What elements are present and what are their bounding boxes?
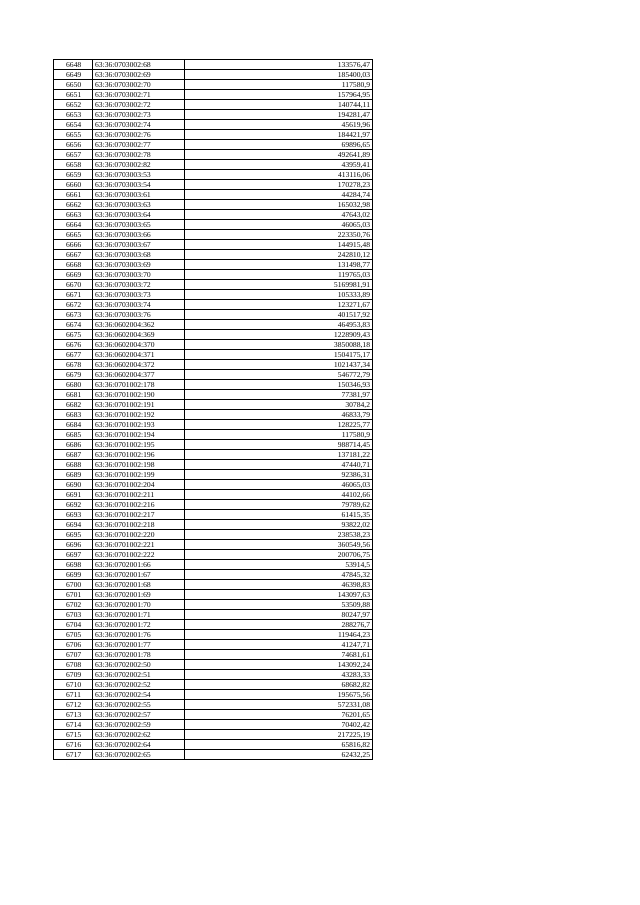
cadastral-value-cell: 165032,98 — [185, 200, 373, 210]
cadastral-number-cell: 63:36:0703002:71 — [93, 90, 185, 100]
cadastral-value-cell: 65816,82 — [185, 740, 373, 750]
cadastral-value-cell: 131498,77 — [185, 260, 373, 270]
cadastral-number-cell: 63:36:0703003:61 — [93, 190, 185, 200]
table-row — [54, 160, 373, 170]
table-row — [54, 60, 373, 70]
row-number-cell: 6684 — [54, 420, 93, 430]
row-number-cell: 6695 — [54, 530, 93, 540]
cadastral-value-cell: 546772,79 — [185, 370, 373, 380]
cadastral-number-cell: 63:36:0703003:64 — [93, 210, 185, 220]
table-row — [54, 650, 373, 660]
cadastral-value-table — [53, 59, 373, 760]
row-number-cell: 6685 — [54, 430, 93, 440]
cadastral-value-cell: 68682,82 — [185, 680, 373, 690]
cadastral-number-cell: 63:36:0701002:211 — [93, 490, 185, 500]
table-row — [54, 290, 373, 300]
row-number-cell: 6678 — [54, 360, 93, 370]
row-number-cell: 6671 — [54, 290, 93, 300]
row-number-cell: 6653 — [54, 110, 93, 120]
cadastral-number-cell: 63:36:0702002:54 — [93, 690, 185, 700]
cadastral-value-cell: 45619,96 — [185, 120, 373, 130]
cadastral-number-cell: 63:36:0703003:72 — [93, 280, 185, 290]
cadastral-number-cell: 63:36:0703003:54 — [93, 180, 185, 190]
table-row — [54, 300, 373, 310]
cadastral-value-cell: 238538,23 — [185, 530, 373, 540]
table-row — [54, 530, 373, 540]
cadastral-value-cell: 143092,24 — [185, 660, 373, 670]
cadastral-value-cell: 464953,83 — [185, 320, 373, 330]
cadastral-number-cell: 63:36:0702001:77 — [93, 640, 185, 650]
cadastral-number-cell: 63:36:0702002:55 — [93, 700, 185, 710]
row-number-cell: 6649 — [54, 70, 93, 80]
cadastral-number-cell: 63:36:0602004:362 — [93, 320, 185, 330]
cadastral-value-cell: 47845,32 — [185, 570, 373, 580]
cadastral-number-cell: 63:36:0701002:178 — [93, 380, 185, 390]
table-row — [54, 180, 373, 190]
table-row — [54, 100, 373, 110]
cadastral-number-cell: 63:36:0703002:77 — [93, 140, 185, 150]
cadastral-value-cell: 157964,95 — [185, 90, 373, 100]
table-row — [54, 420, 373, 430]
table-row — [54, 80, 373, 90]
row-number-cell: 6650 — [54, 80, 93, 90]
cadastral-number-cell: 63:36:0702001:78 — [93, 650, 185, 660]
cadastral-value-cell: 401517,92 — [185, 310, 373, 320]
table-row — [54, 430, 373, 440]
cadastral-number-cell: 63:36:0701002:199 — [93, 470, 185, 480]
cadastral-value-cell: 117580,9 — [185, 430, 373, 440]
cadastral-number-cell: 63:36:0701002:222 — [93, 550, 185, 560]
cadastral-number-cell: 63:36:0701002:204 — [93, 480, 185, 490]
row-number-cell: 6668 — [54, 260, 93, 270]
row-number-cell: 6716 — [54, 740, 93, 750]
cadastral-number-cell: 63:36:0703003:76 — [93, 310, 185, 320]
row-number-cell: 6694 — [54, 520, 93, 530]
row-number-cell: 6692 — [54, 500, 93, 510]
cadastral-number-cell: 63:36:0703002:73 — [93, 110, 185, 120]
row-number-cell: 6656 — [54, 140, 93, 150]
row-number-cell: 6680 — [54, 380, 93, 390]
row-number-cell: 6691 — [54, 490, 93, 500]
cadastral-number-cell: 63:36:0701002:217 — [93, 510, 185, 520]
row-number-cell: 6712 — [54, 700, 93, 710]
cadastral-number-cell: 63:36:0703002:68 — [93, 60, 185, 70]
row-number-cell: 6709 — [54, 670, 93, 680]
row-number-cell: 6715 — [54, 730, 93, 740]
cadastral-value-cell: 217225,19 — [185, 730, 373, 740]
table-row — [54, 340, 373, 350]
row-number-cell: 6687 — [54, 450, 93, 460]
table-row — [54, 230, 373, 240]
table-row — [54, 380, 373, 390]
cadastral-value-cell: 223350,76 — [185, 230, 373, 240]
row-number-cell: 6682 — [54, 400, 93, 410]
table-row — [54, 700, 373, 710]
row-number-cell: 6710 — [54, 680, 93, 690]
cadastral-number-cell: 63:36:0602004:377 — [93, 370, 185, 380]
cadastral-value-cell: 194281,47 — [185, 110, 373, 120]
cadastral-value-cell: 80247,97 — [185, 610, 373, 620]
row-number-cell: 6686 — [54, 440, 93, 450]
cadastral-number-cell: 63:36:0702002:64 — [93, 740, 185, 750]
table-row — [54, 510, 373, 520]
table-row — [54, 570, 373, 580]
cadastral-number-cell: 63:36:0702001:66 — [93, 560, 185, 570]
cadastral-value-cell: 3850088,18 — [185, 340, 373, 350]
table-row — [54, 250, 373, 260]
cadastral-number-cell: 63:36:0703003:73 — [93, 290, 185, 300]
cadastral-number-cell: 63:36:0702002:62 — [93, 730, 185, 740]
cadastral-number-cell: 63:36:0702002:65 — [93, 750, 185, 760]
row-number-cell: 6698 — [54, 560, 93, 570]
cadastral-number-cell: 63:36:0602004:371 — [93, 350, 185, 360]
row-number-cell: 6701 — [54, 590, 93, 600]
table-row — [54, 200, 373, 210]
row-number-cell: 6683 — [54, 410, 93, 420]
table-row — [54, 390, 373, 400]
cadastral-number-cell: 63:36:0701002:216 — [93, 500, 185, 510]
cadastral-value-cell: 128225,77 — [185, 420, 373, 430]
cadastral-number-cell: 63:36:0702002:52 — [93, 680, 185, 690]
cadastral-value-cell: 137181,22 — [185, 450, 373, 460]
cadastral-number-cell: 63:36:0703003:68 — [93, 250, 185, 260]
table-row — [54, 360, 373, 370]
row-number-cell: 6658 — [54, 160, 93, 170]
table-row — [54, 500, 373, 510]
row-number-cell: 6708 — [54, 660, 93, 670]
table-row — [54, 440, 373, 450]
row-number-cell: 6717 — [54, 750, 93, 760]
cadastral-number-cell: 63:36:0702002:51 — [93, 670, 185, 680]
table-row — [54, 600, 373, 610]
table-row — [54, 730, 373, 740]
cadastral-number-cell: 63:36:0602004:369 — [93, 330, 185, 340]
cadastral-value-cell: 140744,11 — [185, 100, 373, 110]
table-row — [54, 450, 373, 460]
table-row — [54, 630, 373, 640]
cadastral-value-cell: 1504175,17 — [185, 350, 373, 360]
table-row — [54, 220, 373, 230]
row-number-cell: 6697 — [54, 550, 93, 560]
cadastral-number-cell: 63:36:0702002:57 — [93, 710, 185, 720]
cadastral-value-cell: 133576,47 — [185, 60, 373, 70]
row-number-cell: 6673 — [54, 310, 93, 320]
row-number-cell: 6679 — [54, 370, 93, 380]
cadastral-number-cell: 63:36:0703003:67 — [93, 240, 185, 250]
cadastral-value-cell: 62432,25 — [185, 750, 373, 760]
cadastral-number-cell: 63:36:0703002:74 — [93, 120, 185, 130]
cadastral-number-cell: 63:36:0602004:372 — [93, 360, 185, 370]
cadastral-value-cell: 44102,66 — [185, 490, 373, 500]
cadastral-number-cell: 63:36:0702001:72 — [93, 620, 185, 630]
cadastral-value-cell: 185400,03 — [185, 70, 373, 80]
cadastral-value-cell: 70402,42 — [185, 720, 373, 730]
cadastral-number-cell: 63:36:0703003:74 — [93, 300, 185, 310]
row-number-cell: 6672 — [54, 300, 93, 310]
row-number-cell: 6707 — [54, 650, 93, 660]
row-number-cell: 6654 — [54, 120, 93, 130]
row-number-cell: 6688 — [54, 460, 93, 470]
table-row — [54, 350, 373, 360]
cadastral-number-cell: 63:36:0703002:82 — [93, 160, 185, 170]
cadastral-value-cell: 93822,02 — [185, 520, 373, 530]
cadastral-value-cell: 79789,62 — [185, 500, 373, 510]
cadastral-number-cell: 63:36:0703003:70 — [93, 270, 185, 280]
cadastral-value-cell: 61415,35 — [185, 510, 373, 520]
cadastral-number-cell: 63:36:0703003:69 — [93, 260, 185, 270]
cadastral-number-cell: 63:36:0703002:76 — [93, 130, 185, 140]
cadastral-value-cell: 69896,65 — [185, 140, 373, 150]
cadastral-number-cell: 63:36:0703003:66 — [93, 230, 185, 240]
cadastral-number-cell: 63:36:0702001:67 — [93, 570, 185, 580]
cadastral-value-cell: 47643,02 — [185, 210, 373, 220]
table-row — [54, 480, 373, 490]
cadastral-value-cell: 360549,56 — [185, 540, 373, 550]
table-row — [54, 560, 373, 570]
cadastral-number-cell: 63:36:0701002:195 — [93, 440, 185, 450]
cadastral-value-cell: 1228909,43 — [185, 330, 373, 340]
row-number-cell: 6666 — [54, 240, 93, 250]
table-row — [54, 400, 373, 410]
table-row — [54, 330, 373, 340]
cadastral-value-cell: 53914,5 — [185, 560, 373, 570]
table-row — [54, 260, 373, 270]
table-row — [54, 150, 373, 160]
cadastral-number-cell: 63:36:0701002:221 — [93, 540, 185, 550]
row-number-cell: 6714 — [54, 720, 93, 730]
row-number-cell: 6689 — [54, 470, 93, 480]
cadastral-value-cell: 44284,74 — [185, 190, 373, 200]
table-row — [54, 310, 373, 320]
row-number-cell: 6667 — [54, 250, 93, 260]
row-number-cell: 6655 — [54, 130, 93, 140]
row-number-cell: 6711 — [54, 690, 93, 700]
cadastral-value-cell: 41247,71 — [185, 640, 373, 650]
table-row — [54, 240, 373, 250]
cadastral-number-cell: 63:36:0701002:196 — [93, 450, 185, 460]
cadastral-value-cell: 123271,67 — [185, 300, 373, 310]
cadastral-value-cell: 117580,9 — [185, 80, 373, 90]
table-row — [54, 540, 373, 550]
cadastral-number-cell: 63:36:0703002:70 — [93, 80, 185, 90]
row-number-cell: 6681 — [54, 390, 93, 400]
table-row — [54, 470, 373, 480]
table-row — [54, 140, 373, 150]
table-row — [54, 740, 373, 750]
cadastral-value-cell: 143097,63 — [185, 590, 373, 600]
cadastral-value-cell: 184421,97 — [185, 130, 373, 140]
table-row — [54, 170, 373, 180]
table-row — [54, 120, 373, 130]
cadastral-value-cell: 47440,71 — [185, 460, 373, 470]
table-row — [54, 640, 373, 650]
row-number-cell: 6703 — [54, 610, 93, 620]
cadastral-value-cell: 144915,48 — [185, 240, 373, 250]
cadastral-value-cell: 988714,45 — [185, 440, 373, 450]
cadastral-value-cell: 77381,97 — [185, 390, 373, 400]
table-body — [54, 60, 373, 760]
row-number-cell: 6664 — [54, 220, 93, 230]
table-row — [54, 110, 373, 120]
cadastral-value-cell: 200706,75 — [185, 550, 373, 560]
cadastral-number-cell: 63:36:0703002:72 — [93, 100, 185, 110]
row-number-cell: 6674 — [54, 320, 93, 330]
table-row — [54, 610, 373, 620]
cadastral-value-cell: 288276,7 — [185, 620, 373, 630]
cadastral-number-cell: 63:36:0701002:191 — [93, 400, 185, 410]
cadastral-number-cell: 63:36:0702001:71 — [93, 610, 185, 620]
cadastral-value-cell: 92386,31 — [185, 470, 373, 480]
cadastral-number-cell: 63:36:0701002:192 — [93, 410, 185, 420]
cadastral-value-cell: 119765,03 — [185, 270, 373, 280]
cadastral-value-cell: 1021437,34 — [185, 360, 373, 370]
cadastral-number-cell: 63:36:0701002:190 — [93, 390, 185, 400]
row-number-cell: 6696 — [54, 540, 93, 550]
row-number-cell: 6702 — [54, 600, 93, 610]
row-number-cell: 6670 — [54, 280, 93, 290]
cadastral-value-cell: 150346,93 — [185, 380, 373, 390]
row-number-cell: 6713 — [54, 710, 93, 720]
cadastral-value-cell: 43959,41 — [185, 160, 373, 170]
cadastral-value-cell: 572331,08 — [185, 700, 373, 710]
cadastral-number-cell: 63:36:0702001:69 — [93, 590, 185, 600]
row-number-cell: 6690 — [54, 480, 93, 490]
cadastral-value-cell: 74681,61 — [185, 650, 373, 660]
cadastral-value-cell: 413116,06 — [185, 170, 373, 180]
table-row — [54, 280, 373, 290]
table-row — [54, 720, 373, 730]
row-number-cell: 6675 — [54, 330, 93, 340]
table-row — [54, 520, 373, 530]
cadastral-number-cell: 63:36:0701002:194 — [93, 430, 185, 440]
row-number-cell: 6700 — [54, 580, 93, 590]
cadastral-value-cell: 170278,23 — [185, 180, 373, 190]
row-number-cell: 6651 — [54, 90, 93, 100]
cadastral-number-cell: 63:36:0701002:198 — [93, 460, 185, 470]
table-row — [54, 90, 373, 100]
row-number-cell: 6657 — [54, 150, 93, 160]
cadastral-value-cell: 119464,23 — [185, 630, 373, 640]
row-number-cell: 6699 — [54, 570, 93, 580]
cadastral-number-cell: 63:36:0703003:53 — [93, 170, 185, 180]
cadastral-value-cell: 30784,2 — [185, 400, 373, 410]
cadastral-number-cell: 63:36:0602004:370 — [93, 340, 185, 350]
table-row — [54, 550, 373, 560]
table-row — [54, 320, 373, 330]
cadastral-number-cell: 63:36:0703002:78 — [93, 150, 185, 160]
cadastral-number-cell: 63:36:0702001:68 — [93, 580, 185, 590]
row-number-cell: 6661 — [54, 190, 93, 200]
cadastral-value-cell: 46398,83 — [185, 580, 373, 590]
cadastral-number-cell: 63:36:0701002:218 — [93, 520, 185, 530]
table-row — [54, 370, 373, 380]
table-row — [54, 460, 373, 470]
table-row — [54, 190, 373, 200]
cadastral-value-cell: 5169981,91 — [185, 280, 373, 290]
cadastral-number-cell: 63:36:0703003:65 — [93, 220, 185, 230]
table-row — [54, 210, 373, 220]
row-number-cell: 6652 — [54, 100, 93, 110]
cadastral-number-cell: 63:36:0701002:220 — [93, 530, 185, 540]
row-number-cell: 6665 — [54, 230, 93, 240]
row-number-cell: 6669 — [54, 270, 93, 280]
table-row — [54, 620, 373, 630]
cadastral-value-cell: 53509,88 — [185, 600, 373, 610]
cadastral-value-cell: 43283,33 — [185, 670, 373, 680]
row-number-cell: 6660 — [54, 180, 93, 190]
row-number-cell: 6676 — [54, 340, 93, 350]
cadastral-value-cell: 492641,89 — [185, 150, 373, 160]
cadastral-number-cell: 63:36:0702001:76 — [93, 630, 185, 640]
cadastral-value-cell: 46065,03 — [185, 480, 373, 490]
row-number-cell: 6704 — [54, 620, 93, 630]
table-row — [54, 710, 373, 720]
table-row — [54, 660, 373, 670]
row-number-cell: 6677 — [54, 350, 93, 360]
table-row — [54, 580, 373, 590]
cadastral-value-cell: 242810,12 — [185, 250, 373, 260]
row-number-cell: 6648 — [54, 60, 93, 70]
cadastral-number-cell: 63:36:0702001:70 — [93, 600, 185, 610]
table-row — [54, 410, 373, 420]
cadastral-number-cell: 63:36:0702002:59 — [93, 720, 185, 730]
table-row — [54, 690, 373, 700]
row-number-cell: 6705 — [54, 630, 93, 640]
row-number-cell: 6659 — [54, 170, 93, 180]
cadastral-number-cell: 63:36:0703003:63 — [93, 200, 185, 210]
cadastral-number-cell: 63:36:0703002:69 — [93, 70, 185, 80]
cadastral-number-cell: 63:36:0701002:193 — [93, 420, 185, 430]
table-row — [54, 670, 373, 680]
table-row — [54, 130, 373, 140]
cadastral-value-cell: 76201,65 — [185, 710, 373, 720]
table-row — [54, 270, 373, 280]
table-row — [54, 680, 373, 690]
cadastral-number-cell: 63:36:0702002:50 — [93, 660, 185, 670]
row-number-cell: 6663 — [54, 210, 93, 220]
table-row — [54, 590, 373, 600]
table-row — [54, 70, 373, 80]
row-number-cell: 6662 — [54, 200, 93, 210]
table-row — [54, 750, 373, 760]
row-number-cell: 6693 — [54, 510, 93, 520]
cadastral-value-cell: 105333,89 — [185, 290, 373, 300]
cadastral-value-cell: 46833,79 — [185, 410, 373, 420]
row-number-cell: 6706 — [54, 640, 93, 650]
cadastral-value-cell: 195675,56 — [185, 690, 373, 700]
table-row — [54, 490, 373, 500]
cadastral-value-cell: 46065,03 — [185, 220, 373, 230]
